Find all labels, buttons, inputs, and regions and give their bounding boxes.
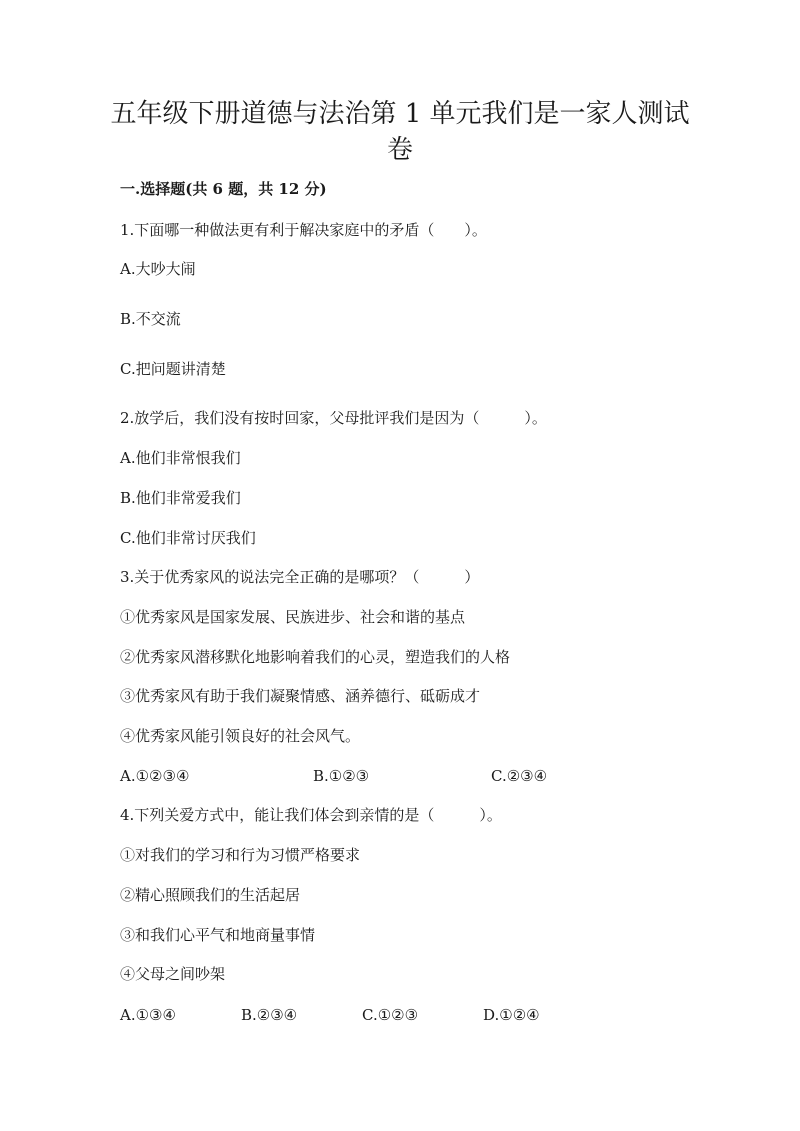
question-3-statement-2: ②优秀家风潜移默化地影响着我们的心灵，塑造我们的人格 xyxy=(120,648,511,666)
question-3-stem: 3.关于优秀家风的说法完全正确的是哪项？（ ） xyxy=(120,568,480,586)
question-2-option-c: C.他们非常讨厌我们 xyxy=(120,529,256,547)
question-2-option-a: A.他们非常恨我们 xyxy=(120,449,241,467)
question-4-option-c: C.①②③ xyxy=(362,1006,419,1024)
question-2-stem: 2.放学后，我们没有按时回家，父母批评我们是因为（ ）。 xyxy=(120,409,547,427)
question-3-option-b: B.①②③ xyxy=(313,767,370,785)
section-heading-choice: 一.选择题(共 6 题，共 12 分) xyxy=(120,180,327,198)
question-2-option-b: B.他们非常爱我们 xyxy=(120,489,241,507)
question-4-option-b: B.②③④ xyxy=(241,1006,298,1024)
page-title xyxy=(110,96,690,168)
question-4-options xyxy=(120,1005,680,1025)
question-4-statement-2: ②精心照顾我们的生活起居 xyxy=(120,886,301,904)
question-1-option-c: C.把问题讲清楚 xyxy=(120,360,226,378)
question-4-option-d: D.①②④ xyxy=(483,1006,540,1024)
question-1-option-a: A.大吵大闹 xyxy=(120,260,196,278)
question-3-statement-1: ①优秀家风是国家发展、民族进步、社会和谐的基点 xyxy=(120,608,466,626)
question-4-statement-1: ①对我们的学习和行为习惯严格要求 xyxy=(120,846,361,864)
question-3-statement-3: ③优秀家风有助于我们凝聚情感、涵养德行、砥砺成才 xyxy=(120,687,481,705)
question-4-statement-3: ③和我们心平气和地商量事情 xyxy=(120,926,316,944)
question-1-option-b: B.不交流 xyxy=(120,310,181,328)
question-3-statement-4: ④优秀家风能引领良好的社会风气。 xyxy=(120,727,361,745)
question-3-option-a: A.①②③④ xyxy=(120,767,190,785)
question-1-stem: 1.下面哪一种做法更有利于解决家庭中的矛盾（ ）。 xyxy=(120,221,487,239)
question-4-option-a: A.①③④ xyxy=(120,1006,176,1024)
question-4-stem: 4.下列关爱方式中，能让我们体会到亲情的是（ ）。 xyxy=(120,806,502,824)
question-4-statement-4: ④父母之间吵架 xyxy=(120,965,226,983)
title-line-1: 五年级下册道德与法治第 1 单元我们是一家人测试 xyxy=(110,99,690,129)
question-3-option-c: C.②③④ xyxy=(491,767,548,785)
question-3-options xyxy=(120,766,680,786)
title-line-2: 卷 xyxy=(386,135,413,165)
